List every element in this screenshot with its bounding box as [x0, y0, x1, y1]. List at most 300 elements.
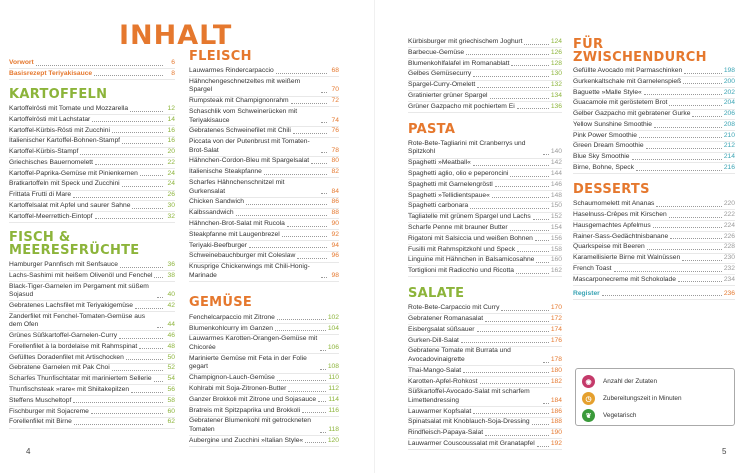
toc-entry-title: French Toast	[573, 264, 612, 272]
toc-entry[interactable]	[408, 49, 562, 59]
leader-dots	[644, 94, 722, 95]
leader-dots	[311, 163, 327, 164]
leader-dots	[320, 369, 326, 370]
toc-entry[interactable]	[9, 313, 175, 332]
toc-entry-page: 14	[167, 115, 175, 123]
toc-entry-page: 126	[550, 48, 562, 56]
toc-entry-page: 172	[550, 315, 562, 323]
toc-entry[interactable]	[408, 429, 562, 439]
toc-entry[interactable]	[9, 364, 175, 374]
toc-entry-page: 124	[550, 38, 562, 45]
toc-entry[interactable]	[408, 103, 562, 113]
toc-entry[interactable]	[408, 408, 562, 418]
toc-entry[interactable]	[573, 265, 735, 275]
toc-entry-page: 118	[328, 425, 339, 433]
leader-dots	[119, 338, 163, 339]
toc-entry-title: Kartoffel-Kürbis-Stampf	[9, 148, 79, 156]
toc-entry-page: 20	[167, 148, 175, 156]
toc-entry[interactable]	[573, 121, 735, 131]
toc-entry-page: 44	[167, 321, 175, 329]
toc-entry[interactable]	[189, 325, 339, 335]
desserts-list	[573, 200, 735, 286]
leader-dots	[95, 218, 163, 219]
leader-dots	[122, 186, 163, 187]
toc-entry-title: Kalbssandwich	[189, 209, 234, 217]
toc-entry[interactable]	[573, 233, 735, 243]
clock-icon: ◷	[582, 392, 595, 405]
toc-entry-page: 128	[550, 59, 562, 67]
toc-entry-page: 228	[723, 243, 735, 251]
toc-entry-title: Lauwarmes Karotten-Orangen-Gemüse mit Chicorée	[189, 335, 318, 352]
leader-dots	[532, 424, 549, 425]
toc-entry-title: Kartoffelrösti mit Tomate und Mozzarella	[9, 104, 129, 112]
toc-entry-title: Black-Tiger-Garnelen im Pergament mit süßem Sojasud	[9, 282, 149, 299]
toc-entry-page: 96	[331, 252, 339, 260]
toc-entry-page: 230	[723, 254, 735, 262]
toc-entry-page: 204	[723, 99, 735, 107]
toc-entry-page: 8	[171, 69, 175, 77]
leader-dots	[647, 249, 722, 250]
toc-entry[interactable]	[9, 272, 175, 282]
toc-entry[interactable]	[189, 355, 339, 374]
toc-entry[interactable]	[189, 108, 339, 127]
toc-entry[interactable]	[189, 78, 339, 97]
leader-dots	[602, 295, 722, 296]
toc-entry-page: 30	[167, 202, 175, 209]
toc-entry[interactable]	[9, 127, 175, 137]
toc-entry-page: 142	[550, 159, 562, 167]
toc-entry[interactable]	[9, 283, 175, 302]
leader-dots	[466, 54, 549, 55]
toc-entry[interactable]	[9, 59, 175, 69]
toc-entry[interactable]	[573, 67, 735, 77]
toc-entry[interactable]	[408, 192, 562, 202]
toc-entry[interactable]	[408, 347, 562, 366]
toc-entry-page: 160	[550, 256, 562, 264]
leader-dots	[678, 281, 722, 282]
toc-entry-title: Steakpfanne mit Laugenbrezel	[189, 230, 280, 238]
leader-dots	[94, 75, 163, 76]
gutter	[374, 0, 375, 473]
toc-entry-page: 102	[327, 313, 339, 321]
toc-entry-title: Rigatoni mit Salsiccia und weißen Bohnen	[408, 234, 533, 242]
toc-entry-title: Kartoffel-Kürbis-Rösti mit Zucchini	[9, 126, 110, 134]
toc-entry-title: Mascarponecreme mit Schokolade	[573, 275, 676, 283]
toc-entry[interactable]	[9, 354, 175, 364]
toc-entry-page: 110	[328, 374, 339, 382]
toc-entry[interactable]	[573, 132, 735, 142]
toc-entry[interactable]	[189, 252, 339, 262]
toc-entry-title: Hamburger Pannfisch mit Senfsauce	[9, 260, 118, 268]
toc-entry[interactable]	[408, 337, 562, 347]
toc-entry-page: 76	[331, 127, 339, 135]
toc-entry-page: 130	[550, 70, 562, 78]
people-icon: ◉	[582, 375, 595, 388]
leader-dots	[140, 175, 163, 176]
toc-entry[interactable]	[408, 181, 562, 191]
toc-entry-title: Süßkartoffel-Avocado-Salat mit scharfem Limettendressing	[408, 388, 530, 404]
toc-entry-title: Karotten-Apfel-Rohkost	[408, 377, 478, 385]
leader-dots	[293, 133, 327, 134]
toc-entry-register[interactable]	[573, 290, 735, 300]
toc-entry[interactable]	[408, 170, 562, 180]
toc-entry-title: Baguette »Malle Style«	[573, 88, 642, 96]
toc-entry-page: 106	[327, 344, 339, 352]
toc-entry[interactable]	[9, 213, 175, 223]
gemuese-continued-list	[408, 38, 562, 113]
toc-entry-page: 178	[550, 355, 562, 363]
toc-entry-title: Gelber Gazpacho mit gebratener Gurke	[573, 110, 691, 118]
leader-dots	[470, 208, 549, 209]
toc-entry[interactable]	[573, 243, 735, 253]
toc-entry[interactable]	[573, 200, 735, 210]
toc-entry[interactable]	[9, 148, 175, 158]
leader-dots	[321, 152, 327, 153]
toc-entry[interactable]	[189, 168, 339, 178]
leader-dots	[516, 273, 549, 274]
leader-dots	[277, 319, 326, 320]
leader-dots	[517, 251, 549, 252]
toc-entry-title: Kürbisburger mit griechischem Joghurt	[408, 38, 523, 45]
toc-entry-title: Forellenfilet à la bordelaise mit Rahmspinat	[9, 342, 138, 350]
toc-entry-title: Blumenkohlfalafel im Romanablatt	[408, 59, 510, 67]
toc-entry[interactable]	[189, 385, 339, 395]
leader-dots	[536, 262, 548, 263]
leader-dots	[543, 154, 549, 155]
toc-entry-page: 200	[723, 77, 735, 85]
toc-entry[interactable]	[408, 418, 562, 428]
leader-dots	[318, 401, 326, 402]
toc-entry[interactable]	[408, 140, 562, 159]
toc-entry[interactable]	[9, 343, 175, 353]
toc-entry-page: 136	[550, 102, 562, 110]
toc-entry[interactable]	[189, 335, 339, 354]
leader-dots	[684, 73, 722, 74]
toc-entry[interactable]	[9, 261, 175, 271]
toc-entry-page: 98	[331, 271, 339, 279]
leader-dots	[157, 297, 163, 298]
toc-entry-title: Gebratener Blumenkohl mit getrockneten Tomaten	[189, 417, 311, 433]
toc-entry-page: 108	[327, 363, 339, 371]
toc-entry[interactable]	[573, 222, 735, 232]
toc-entry-title: Italienische Steakpfanne	[189, 168, 262, 176]
toc-entry-page: 24	[167, 169, 175, 177]
toc-entry[interactable]	[9, 180, 175, 190]
toc-entry[interactable]	[189, 242, 339, 252]
leader-dots	[154, 277, 163, 278]
leader-dots	[692, 116, 721, 117]
toc-entry-page: 170	[550, 304, 562, 312]
toc-entry-page: 144	[550, 170, 562, 178]
leader-dots	[95, 164, 163, 165]
toc-entry-page: 132	[550, 81, 562, 89]
leader-dots	[302, 412, 326, 413]
toc-entry[interactable]	[189, 157, 339, 167]
toc-entry-title: Pink Power Smoothie	[573, 131, 637, 139]
toc-entry[interactable]	[9, 116, 175, 126]
toc-entry-title: Basisrezept Teriyakisauce	[9, 69, 93, 77]
toc-entry[interactable]	[573, 153, 735, 163]
toc-entry[interactable]	[408, 159, 562, 169]
toc-entry[interactable]	[408, 70, 562, 80]
leader-dots	[74, 424, 163, 425]
toc-entry-title: Rindfleisch-Papaya-Salat	[408, 429, 484, 437]
toc-entry-title: Piccata von der Putenbrust mit Tomaten-Brot-Salat	[189, 138, 310, 154]
legend-row	[582, 392, 728, 405]
leader-dots	[473, 413, 549, 414]
toc-entry[interactable]	[189, 138, 339, 157]
leader-dots	[477, 331, 549, 332]
leader-dots	[321, 277, 327, 278]
toc-entry-page: 104	[327, 324, 339, 332]
toc-entry-title: Rote-Bete-Tagliarini mit Cranberrys und Spitzkohl	[408, 139, 526, 156]
toc-entry-title: Frittata Frutti di Mare	[9, 191, 72, 199]
leader-dots	[92, 121, 163, 122]
toc-entry-title: Lachs-Sashimi mit heißem Olivenöl und Fenchel	[9, 271, 153, 279]
toc-entry-page: 198	[723, 67, 735, 74]
leader-dots	[131, 392, 163, 393]
leader-dots	[320, 432, 326, 433]
toc-entry[interactable]	[9, 408, 175, 418]
toc-entry-title: Spaghetti aglio, olio e peperoncini	[408, 170, 509, 178]
toc-entry-page: 48	[167, 342, 175, 350]
toc-entry-title: Spaghetti »Tellidientspaue«	[408, 191, 490, 199]
toc-entry-title: Quarkspeise mit Beeren	[573, 243, 645, 251]
toc-entry-page: 174	[550, 325, 562, 333]
toc-entry[interactable]	[189, 374, 339, 384]
toc-entry[interactable]	[189, 417, 339, 436]
leader-dots	[139, 348, 163, 349]
toc-entry-title: Griechisches Bauernomelett	[9, 158, 94, 166]
toc-entry-title: Gebratene Garnelen mit Pak Choi	[9, 364, 110, 372]
leader-dots	[246, 204, 327, 205]
toc-entry[interactable]	[573, 110, 735, 120]
section-heading-kartoffeln: KARTOFFELN	[9, 86, 108, 102]
toc-entry[interactable]	[573, 78, 735, 88]
gemuese-list	[189, 314, 339, 447]
toc-entry-page: 72	[331, 97, 339, 105]
leader-dots	[473, 76, 549, 77]
toc-entry[interactable]	[9, 105, 175, 115]
toc-entry[interactable]	[408, 246, 562, 256]
toc-entry-title: Green Dream Smoothie	[573, 142, 644, 150]
toc-entry-title: Fischburger mit Sojacreme	[9, 407, 89, 415]
toc-entry[interactable]	[9, 397, 175, 407]
toc-entry[interactable]	[189, 198, 339, 208]
toc-entry-page: 40	[167, 291, 175, 299]
leader-dots	[277, 380, 326, 381]
toc-entry[interactable]	[9, 375, 175, 385]
toc-entry[interactable]	[408, 440, 562, 450]
leader-dots	[492, 197, 549, 198]
column-2	[189, 50, 339, 447]
toc-entry-title: Gebratener Romanasalat	[408, 315, 484, 323]
toc-entry-page: 80	[331, 157, 339, 165]
toc-entry-page: 116	[328, 406, 339, 414]
toc-entry-page: 162	[550, 267, 562, 275]
toc-entry-page: 192	[550, 440, 562, 448]
fisch-list	[9, 261, 175, 429]
toc-entry-page: 56	[167, 385, 175, 393]
toc-entry[interactable]	[9, 137, 175, 147]
toc-entry[interactable]	[573, 142, 735, 152]
toc-entry[interactable]	[408, 388, 562, 407]
leader-dots	[80, 154, 163, 155]
toc-entry[interactable]	[408, 304, 562, 314]
toc-entry[interactable]	[408, 224, 562, 234]
toc-entry[interactable]	[9, 170, 175, 180]
leader-dots	[112, 370, 163, 371]
toc-entry-page: 216	[723, 164, 735, 172]
leader-dots	[654, 127, 722, 128]
toc-entry[interactable]	[408, 378, 562, 388]
toc-entry[interactable]	[189, 97, 339, 107]
leader-dots	[275, 330, 326, 331]
toc-entry[interactable]	[408, 367, 562, 377]
toc-entry[interactable]	[9, 302, 175, 312]
toc-entry[interactable]	[408, 202, 562, 212]
toc-entry-page: 62	[167, 418, 175, 426]
toc-entry[interactable]	[408, 267, 562, 277]
pasta-list	[408, 140, 562, 277]
leader-dots	[130, 111, 163, 112]
toc-entry[interactable]	[189, 209, 339, 219]
toc-entry[interactable]	[9, 386, 175, 396]
toc-entry-title: Kartoffelsalat mit Apfel und saurer Sahne	[9, 202, 131, 209]
toc-entry-title: Champignon-Lauch-Gemüse	[189, 374, 275, 382]
toc-entry[interactable]	[189, 437, 339, 447]
toc-entry-title: Register	[573, 289, 600, 297]
toc-entry[interactable]	[573, 164, 735, 174]
toc-entry[interactable]	[9, 191, 175, 201]
toc-entry-page: 24	[167, 180, 175, 188]
zwischendurch-list	[573, 67, 735, 174]
toc-entry-page: 88	[331, 209, 339, 217]
toc-entry[interactable]	[9, 202, 175, 212]
toc-entry-page: 52	[167, 364, 175, 372]
toc-entry-page: 226	[723, 232, 735, 240]
toc-entry-title: Ganzer Brokkoli mit Zitrone und Sojasauce	[189, 395, 317, 403]
toc-entry[interactable]	[573, 276, 735, 286]
toc-entry-page: 36	[167, 260, 175, 268]
toc-entry-title: Forellenfilet mit Birne	[9, 418, 72, 426]
leader-dots	[485, 435, 549, 436]
toc-entry-title: Grüner Gazpacho mit pochiertem Ei	[408, 102, 515, 110]
toc-entry-title: Gratinierter grüner Spargel	[408, 91, 488, 99]
toc-entry[interactable]	[9, 332, 175, 342]
toc-entry-page: 182	[550, 377, 562, 385]
toc-entry-title: Schaschlik vom Schweinerücken mit Teriyakisauce	[189, 107, 298, 124]
toc-entry-title: Kartoffelrösti mit Lachstatar	[9, 115, 91, 123]
toc-entry[interactable]	[573, 211, 735, 221]
toc-entry-page: 210	[723, 131, 735, 139]
fleisch-list	[189, 67, 339, 282]
toc-entry-page: 92	[331, 230, 339, 238]
toc-entry-page: 236	[723, 289, 735, 297]
toc-entry-title: Spaghetti carbonara	[408, 202, 469, 210]
toc-entry[interactable]	[408, 60, 562, 70]
leader-dots	[321, 92, 327, 93]
toc-entry[interactable]	[408, 256, 562, 266]
toc-entry[interactable]	[189, 220, 339, 230]
toc-entry-title: Guacamole mit geröstetem Brot	[573, 99, 668, 107]
toc-entry-title: Spargel-Curry-Omelett	[408, 81, 476, 89]
toc-entry[interactable]	[573, 99, 735, 109]
toc-entry[interactable]	[573, 89, 735, 99]
toc-entry[interactable]	[408, 315, 562, 325]
toc-entry-title: Rote-Bete-Carpaccio mit Curry	[408, 304, 500, 312]
legend-row	[582, 409, 728, 422]
toc-entry-title: Bratkartoffeln mit Speck und Zucchini	[9, 180, 120, 188]
section-heading-fleisch: FLEISCH	[189, 49, 252, 64]
legend-label: Vegetarisch	[603, 412, 637, 419]
toc-entry-title: Lauwarmer Couscoussalat mit Granatapfel	[408, 440, 535, 448]
toc-entry-title: Rumpsteak mit Champignonrahm	[189, 97, 289, 105]
toc-entry[interactable]	[9, 418, 175, 428]
toc-entry[interactable]	[189, 407, 339, 417]
toc-entry[interactable]	[408, 81, 562, 91]
leader-dots	[533, 219, 549, 220]
leader-dots	[646, 148, 722, 149]
icon-legend	[575, 368, 735, 426]
intro-list	[9, 59, 175, 80]
leader-dots	[682, 260, 722, 261]
toc-entry[interactable]	[408, 235, 562, 245]
toc-entry-page: 232	[723, 264, 735, 272]
toc-entry-title: Eisbergsalat süßsauer	[408, 325, 475, 333]
toc-entry[interactable]	[573, 254, 735, 264]
toc-entry-title: Rainer-Sass-Gedächtnisbanane	[573, 232, 669, 240]
toc-entry-title: Chicken Sandwich	[189, 198, 245, 206]
toc-entry[interactable]	[408, 326, 562, 336]
toc-entry-page: 208	[723, 120, 735, 128]
leader-dots	[321, 193, 327, 194]
toc-entry-title: Gebratenes Schweinefilet mit Chili	[189, 127, 291, 135]
leader-dots	[320, 350, 326, 351]
toc-entry-page: 222	[723, 211, 735, 218]
leader-dots	[632, 159, 722, 160]
toc-entry-title: Tortiglioni mit Radicchio und Ricotta	[408, 267, 514, 275]
toc-entry-title: Thai-Mango-Salat	[408, 366, 462, 374]
toc-entry[interactable]	[189, 314, 339, 324]
toc-entry-title: Knusprige Chickenwings mit Chili-Honig-Marinade	[189, 263, 310, 279]
toc-entry-title: Scharfes Hähnchenschnitzel mit Gurkensalat	[189, 179, 285, 195]
toc-entry[interactable]	[9, 70, 175, 80]
toc-entry[interactable]	[408, 38, 562, 48]
leader-dots	[91, 413, 163, 414]
toc-entry-page: 156	[550, 234, 562, 242]
toc-entry[interactable]	[189, 67, 339, 77]
toc-entry-title: Haselnuss-Crêpes mit Kirschen	[573, 211, 667, 218]
toc-entry-page: 86	[331, 198, 339, 206]
toc-entry[interactable]	[408, 92, 562, 102]
leader-dots	[264, 174, 327, 175]
toc-entry-page: 158	[550, 245, 562, 253]
toc-entry-page: 214	[723, 153, 735, 161]
toc-entry[interactable]	[189, 396, 339, 406]
toc-entry[interactable]	[189, 127, 339, 137]
toc-entry[interactable]	[9, 159, 175, 169]
toc-entry-page: 42	[167, 301, 175, 309]
toc-entry-title: Gelbes Gemüsecurry	[408, 70, 472, 78]
toc-entry[interactable]	[189, 231, 339, 241]
toc-entry-page: 234	[723, 275, 735, 283]
toc-entry[interactable]	[189, 263, 339, 282]
toc-entry[interactable]	[408, 213, 562, 223]
toc-entry[interactable]	[189, 179, 339, 198]
leader-dots	[157, 327, 163, 328]
toc-entry-title: Gefülltes Doradenfilet mit Artischocken	[9, 353, 124, 361]
